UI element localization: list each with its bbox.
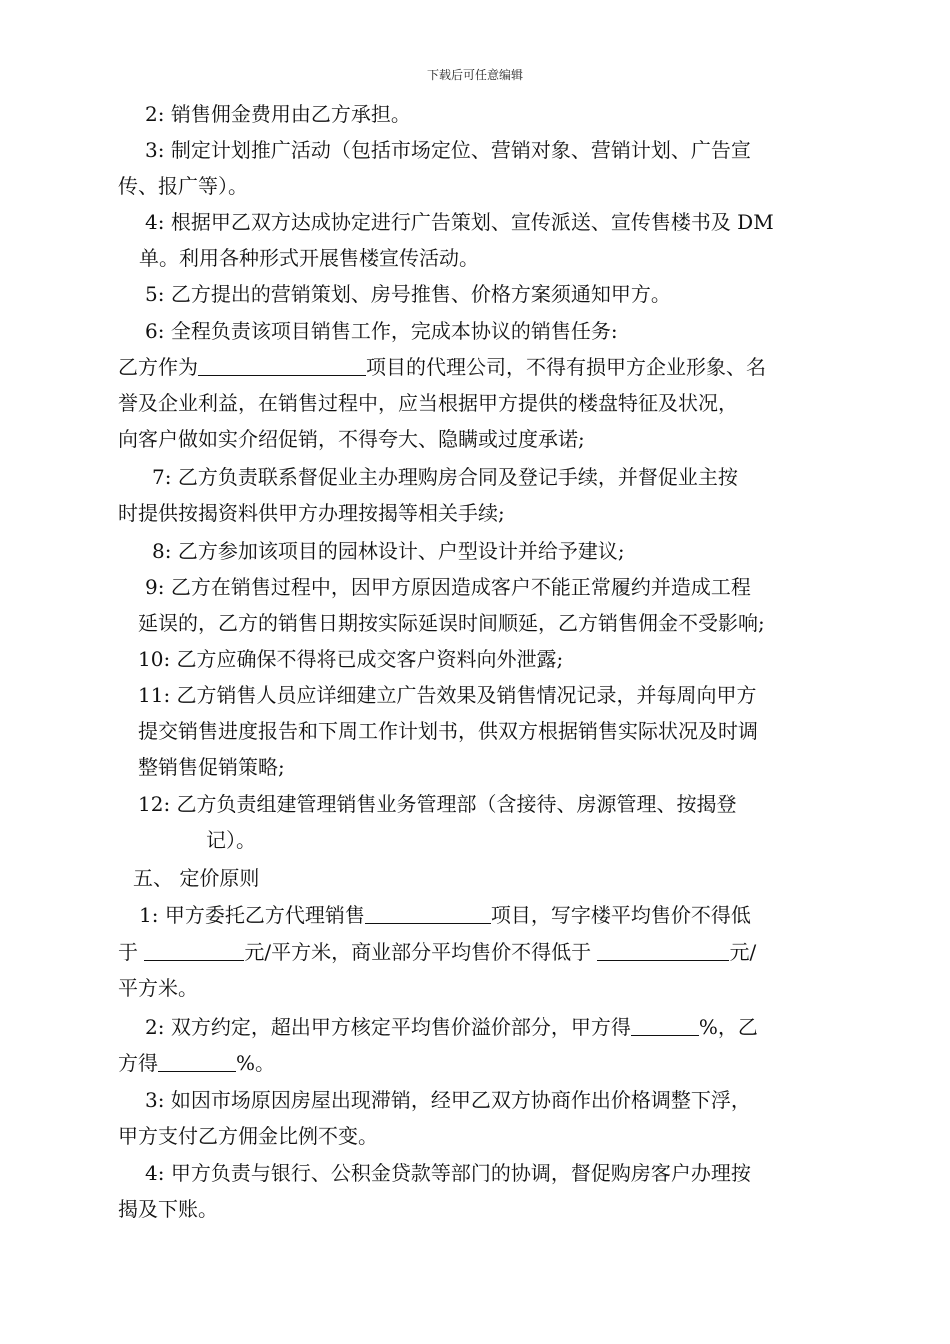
text-line: 12: 乙方负责组建管理销售业务管理部（含接待、房源管理、按揭登 <box>138 792 737 816</box>
text-line: 于 元/平方米，商业部分平均售价不得低于 元/ <box>118 940 757 964</box>
fill-blank <box>158 1053 236 1072</box>
text-line: 平方米。 <box>118 976 198 1000</box>
text-line: 甲方支付乙方佣金比例不变。 <box>118 1124 378 1148</box>
text-line: 记）。 <box>206 828 256 852</box>
text-line: 6: 全程负责该项目销售工作，完成本协议的销售任务: <box>145 319 618 343</box>
text-line: 3: 制定计划推广活动（包括市场定位、营销对象、营销计划、广告宣 <box>145 138 751 162</box>
fill-blank <box>144 942 244 961</box>
text-line: 1: 甲方委托乙方代理销售 项目，写字楼平均售价不得低 <box>139 903 751 927</box>
text-line: 8: 乙方参加该项目的园林设计、户型设计并给予建议; <box>152 539 625 563</box>
text-line: 誉及企业利益，在销售过程中，应当根据甲方提供的楼盘特征及状况， <box>118 391 738 415</box>
text-line: 向客户做如实介绍促销，不得夸大、隐瞒或过度承诺; <box>118 427 585 451</box>
fill-blank <box>365 905 491 924</box>
text-line: 7: 乙方负责联系督促业主办理购房合同及登记手续，并督促业主按 <box>152 465 738 489</box>
text-line: 3: 如因市场原因房屋出现滞销，经甲乙双方协商作出价格调整下浮， <box>145 1088 751 1112</box>
text-line: 时提供按揭资料供甲方办理按揭等相关手续; <box>118 501 505 525</box>
text-line: 方得 %。 <box>118 1051 276 1075</box>
text-line: 整销售促销策略; <box>138 755 285 779</box>
fill-blank <box>631 1017 699 1036</box>
text-line: 乙方作为 项目的代理公司，不得有损甲方企业形象、名 <box>118 355 766 379</box>
text-line: 传、报广等）。 <box>118 174 248 198</box>
text-line: 10: 乙方应确保不得将已成交客户资料向外泄露; <box>138 647 564 671</box>
text-line: 4: 根据甲乙双方达成协定进行广告策划、宣传派送、宣传售楼书及 DM <box>145 210 774 234</box>
text-line: 单。利用各种形式开展售楼宣传活动。 <box>139 246 479 270</box>
text-line: 2: 销售佣金费用由乙方承担。 <box>145 102 411 126</box>
text-line: 延误的，乙方的销售日期按实际延误时间顺延，乙方销售佣金不受影响; <box>138 611 765 635</box>
page-header: 下载后可任意编辑 <box>426 68 523 82</box>
text-line: 揭及下账。 <box>118 1197 218 1221</box>
section-heading: 五、 定价原则 <box>133 866 260 890</box>
text-line: 9: 乙方在销售过程中，因甲方原因造成客户不能正常履约并造成工程 <box>145 575 751 599</box>
fill-blank <box>198 357 366 376</box>
text-line: 11: 乙方销售人员应详细建立广告效果及销售情况记录，并每周向甲方 <box>138 683 757 707</box>
text-line: 2: 双方约定，超出甲方核定平均售价溢价部分，甲方得 %，乙 <box>145 1015 758 1039</box>
text-line: 4: 甲方负责与银行、公积金贷款等部门的协调，督促购房客户办理按 <box>145 1161 751 1185</box>
text-line: 提交销售进度报告和下周工作计划书，供双方根据销售实际状况及时调 <box>138 719 758 743</box>
text-line: 5: 乙方提出的营销策划、房号推售、价格方案须通知甲方。 <box>145 282 671 306</box>
fill-blank <box>597 942 729 961</box>
